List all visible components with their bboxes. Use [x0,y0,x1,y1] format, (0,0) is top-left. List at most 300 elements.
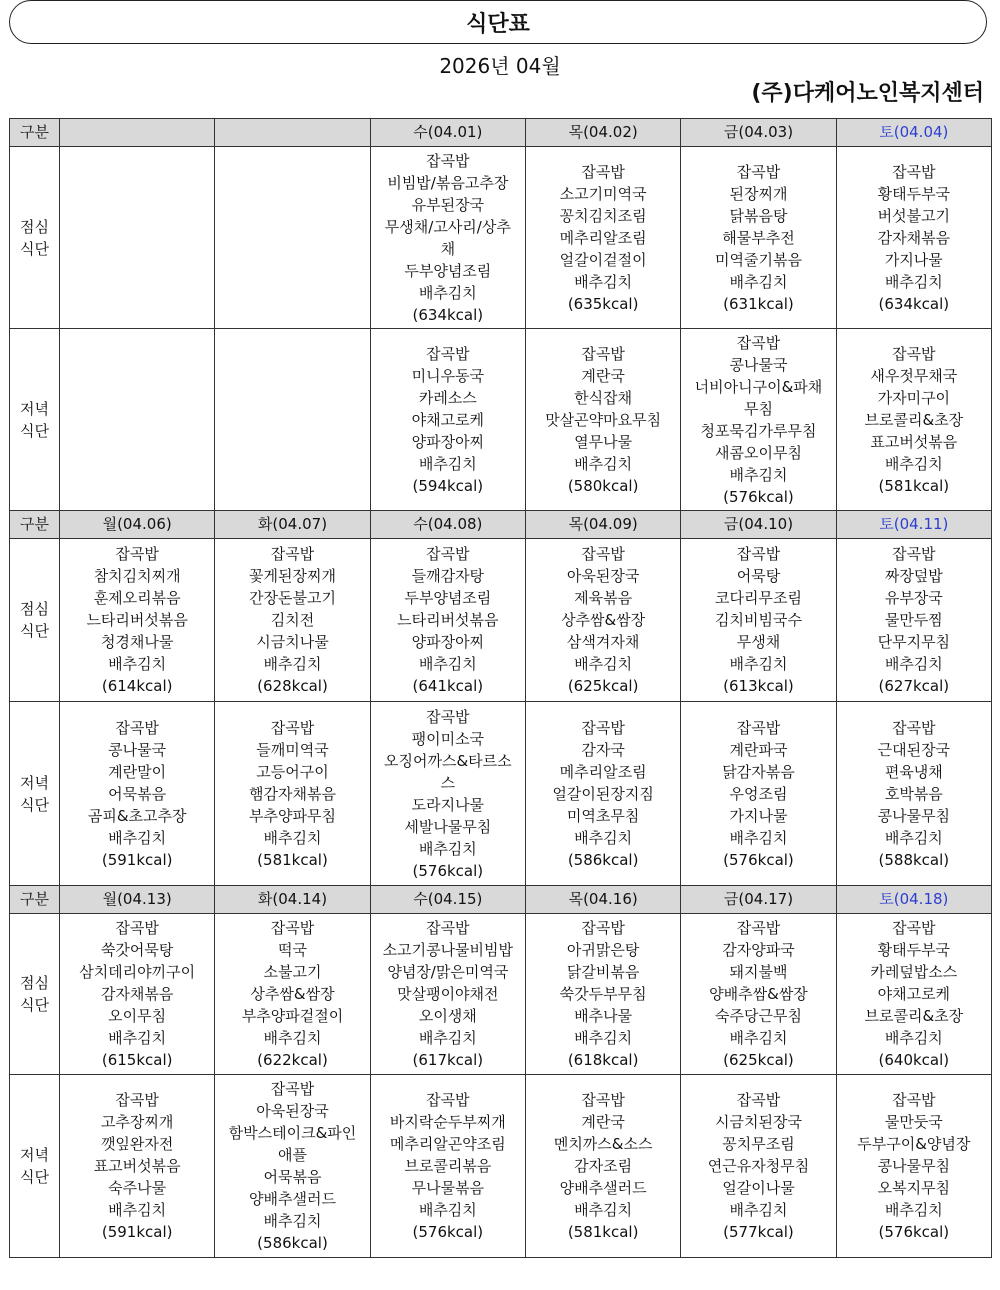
menu-month: 2026년 04월 [439,54,561,78]
menu-item: 훈제오리볶음 [93,589,181,607]
menu-item: 감자양파국 [722,941,795,959]
menu-item: 배추김치 [418,655,477,673]
menu-item: 카레덮밥소스 [870,963,958,981]
menu-item: 호박볶음 [884,784,943,803]
menu-item: 쑥갓두부무침 [559,985,647,1003]
menu-item: 배추김치 [263,1029,322,1047]
menu-item: 잡곡밥 [426,707,470,726]
menu-item: (631kcal) [723,294,794,313]
menu-item: 잡곡밥 [892,162,936,181]
dinner-label-line: 저녁 [20,1146,49,1164]
menu-item: 배추김치 [884,655,943,673]
lunch-menu-cell [681,914,836,1075]
menu-item: 청경채나물 [100,633,174,651]
menu-item: (613kcal) [723,677,794,695]
menu-item: (641kcal) [412,677,484,695]
menu-item: 오이생채 [418,1007,477,1025]
menu-item: 어묵볶음 [108,784,167,803]
menu-item: 잡곡밥 [892,1091,936,1109]
lunch-menu-cell [60,914,215,1075]
menu-item: 잡곡밥 [736,1091,781,1109]
lunch-label [10,914,60,1075]
menu-item: 닭감자볶음 [722,762,795,781]
menu-item: 닭갈비볶음 [566,963,640,981]
day-header: 금(04.03) [681,119,836,147]
day-header: 토(04.04) [836,119,991,147]
menu-item: 배추김치 [729,1201,788,1219]
menu-item: 배추김치 [574,655,633,673]
dinner-label-line: 식단 [20,421,49,440]
menu-item: 단무지무침 [877,633,951,651]
lunch-menu-cell [215,914,370,1075]
menu-item: 해물부추전 [722,228,795,247]
page-title: 식단표 [9,0,987,44]
menu-item: 물만둣국 [884,1113,943,1131]
menu-item: 잡곡밥 [270,1080,315,1098]
dinner-menu-cell [60,329,215,511]
menu-item: (577kcal) [723,1223,794,1241]
menu-item: 들깨감자탕 [411,567,485,585]
menu-item: (614kcal) [101,677,173,695]
menu-item: 표고버섯볶음 [870,432,958,451]
menu-item: 꽁치무조림 [722,1135,795,1153]
menu-item: 감자조림 [574,1157,633,1175]
dinner-label [10,1075,60,1258]
lunch-menu-cell [215,147,370,329]
day-header [60,119,215,147]
menu-item: 근대된장국 [877,740,951,759]
menu-item: 잡곡밥 [736,545,781,563]
menu-item: 배추김치 [263,655,322,673]
menu-item: 콩나물국 [108,740,167,759]
menu-item: 미니우동국 [411,366,485,385]
menu-item: 배추김치 [108,655,167,673]
dinner-label [10,702,60,886]
menu-item: 잡곡밥 [736,333,781,352]
menu-item: 계란파국 [729,740,788,759]
menu-item: 가지나물 [884,250,943,269]
lunch-menu-cell [525,539,680,702]
menu-item: (581kcal) [257,850,328,869]
menu-item: 세발나물무침 [404,817,492,836]
menu-item: 제육볶음 [574,589,633,607]
menu-item: 배추김치 [574,272,633,291]
lunch-label-line: 식단 [20,239,49,258]
dinner-label-line: 식단 [20,1168,49,1186]
day-header: 월(04.06) [60,511,215,539]
menu-item: 황태두부국 [877,184,951,203]
menu-item: 쑥갓어묵탕 [100,941,174,959]
menu-item: 부추양파겉절이 [241,1007,344,1025]
dinner-label [10,329,60,511]
menu-item: 감자채볶음 [100,985,174,1003]
menu-item: 잡곡밥 [892,718,936,737]
menu-item: 배추김치 [729,655,788,673]
menu-item: 양념장/맑은미역국 [387,963,509,981]
menu-item: 잡곡밥 [426,344,470,363]
menu-item: 잡곡밥 [736,919,781,937]
menu-item: 숙주나물 [108,1179,167,1197]
lunch-menu-cell [60,147,215,329]
menu-item: 잡곡밥 [115,1091,159,1109]
menu-item: 무생채 [736,633,781,651]
menu-item: 잡곡밥 [581,919,625,937]
menu-item: 잡곡밥 [115,545,159,563]
menu-item: 짜장덮밥 [884,567,943,585]
lunch-menu-cell [525,914,680,1075]
dinner-label-line: 식단 [20,795,49,814]
menu-item: 곰피&초고추장 [87,806,187,825]
menu-item: 아귀맑은탕 [566,941,640,959]
menu-item: 잡곡밥 [270,545,315,563]
day-header: 수(04.01) [370,119,525,147]
menu-item: 된장찌개 [729,184,788,203]
menu-item: 부추양파무침 [249,806,336,825]
menu-item: 양배추쌈&쌈장 [709,985,808,1003]
dinner-label-line: 저녁 [20,773,49,792]
week-header-row [10,119,992,147]
day-header [215,119,370,147]
menu-item: 청포묵김가루무침 [700,421,817,440]
menu-item: 배추김치 [108,1201,167,1219]
menu-item: 배추김치 [729,272,788,291]
dinner-menu-cell [836,702,991,886]
menu-item: 가지나물 [729,806,788,825]
menu-item: 맛살곤약마요무침 [545,410,662,429]
dinner-row [10,702,992,886]
menu-item: 미역초무침 [566,806,640,825]
menu-item: 표고버섯볶음 [93,1157,181,1175]
menu-item: 잡곡밥 [581,545,625,563]
dinner-row [10,1075,992,1258]
day-header: 수(04.08) [370,511,525,539]
lunch-row [10,539,992,702]
dinner-menu-cell [836,1075,991,1258]
lunch-label [10,539,60,702]
menu-item: (576kcal) [723,850,794,869]
menu-item: 멘치까스&소스 [553,1135,653,1153]
menu-item: 떡국 [278,941,307,959]
dinner-menu-cell [370,1075,525,1258]
menu-item: 카레소스 [418,388,477,407]
menu-item: 참치김치찌개 [93,567,181,585]
lunch-menu-cell [836,914,991,1075]
menu-item: (580kcal) [567,476,639,495]
menu-item: (615kcal) [101,1051,173,1069]
menu-item: 야채고로케 [877,985,951,1003]
day-header: 수(04.15) [370,886,525,914]
organization-name: (주)다케어노인복지센터 [751,81,984,106]
menu-item: 배추김치 [574,1029,633,1047]
menu-item: (576kcal) [412,1223,484,1241]
menu-item: 배추김치 [418,1201,477,1219]
menu-item: 배추김치 [418,1029,477,1047]
menu-item: 잡곡밥 [115,919,159,937]
menu-item: 잡곡밥 [892,919,936,937]
menu-item: 너비아니구이&파채 [694,377,823,396]
menu-item: 꽁치김치조림 [559,206,647,225]
menu-item: (634kcal) [878,294,950,313]
day-header: 화(04.07) [215,511,370,539]
menu-item: 양배추샐러드 [249,1190,336,1208]
menu-item: 배추김치 [418,454,477,473]
menu-item: 새우젓무채국 [870,366,958,385]
menu-item: 느타리버섯볶음 [397,611,499,629]
menu-item: 배추김치 [418,283,477,302]
menu-item: 감자국 [581,740,625,759]
menu-item: 꽃게된장찌개 [249,567,336,585]
lunch-label-line: 점심 [20,600,49,618]
dinner-label-line: 저녁 [20,399,49,418]
menu-item: 잡곡밥 [426,1091,470,1109]
menu-item: (576kcal) [723,487,794,506]
menu-item: 배추김치 [108,828,167,847]
lunch-menu-cell [60,539,215,702]
menu-item: 배추김치 [884,1201,943,1219]
menu-item: 배추김치 [263,1212,322,1230]
menu-item: 고등어구이 [256,762,329,781]
menu-item: 우엉조림 [729,784,788,803]
menu-item: 잡곡밥 [426,919,470,937]
menu-item: 아욱된장국 [256,1102,329,1120]
menu-item: 잡곡밥 [115,718,159,737]
menu-item: 애플 [278,1146,307,1164]
menu-item: 닭볶음탕 [729,206,788,225]
lunch-menu-cell [525,147,680,329]
lunch-label-line: 점심 [20,974,49,992]
menu-item: 한식잡채 [574,388,633,407]
menu-item: 유부된장국 [411,195,485,214]
menu-item: 팽이미소국 [411,729,485,748]
lunch-label-line: 식단 [20,622,49,640]
dinner-menu-cell [525,1075,680,1258]
menu-item: 소불고기 [263,963,322,981]
menu-item: 잡곡밥 [581,1091,625,1109]
lunch-menu-cell [370,539,525,702]
menu-item: (591kcal) [101,1223,173,1241]
menu-item: 잡곡밥 [426,151,470,170]
menu-item: (586kcal) [257,1234,328,1252]
menu-item: 열무나물 [574,432,633,451]
menu-item: 브로콜리볶음 [404,1157,492,1175]
menu-item: 돼지불백 [729,963,788,981]
day-header: 금(04.10) [681,511,836,539]
menu-item: 도라지나물 [411,795,485,814]
lunch-menu-cell [836,539,991,702]
meal-plan-table [9,118,992,1258]
menu-item: 연근유자청무침 [707,1157,810,1175]
menu-item: 비빔밥/볶음고추장 [387,173,509,192]
menu-item: 두부구이&양념장 [857,1135,971,1153]
menu-item: 간장돈불고기 [249,589,336,607]
menu-item: 바지락순두부찌개 [389,1113,506,1131]
menu-item: 깻잎완자전 [100,1135,174,1153]
menu-item: 얼갈이된장지짐 [552,784,654,803]
lunch-row [10,914,992,1075]
dinner-menu-cell [370,329,525,511]
menu-item: 배추김치 [884,454,943,473]
menu-item: (586kcal) [567,850,639,869]
menu-item: (618kcal) [567,1051,639,1069]
dinner-menu-cell [215,329,370,511]
menu-item: 코다리무조림 [715,589,802,607]
day-header: 토(04.18) [836,886,991,914]
menu-item: 메추리알곤약조림 [389,1135,506,1153]
menu-item: 브로콜리&초장 [864,410,964,429]
menu-item: 배추김치 [574,454,633,473]
menu-item: (576kcal) [878,1223,950,1241]
menu-item: 잡곡밥 [892,545,936,563]
dinner-menu-cell [215,1075,370,1258]
menu-item: 배추김치 [574,1201,633,1219]
menu-item: (640kcal) [878,1051,950,1069]
menu-item: 무침 [743,399,773,418]
menu-item: (581kcal) [878,476,950,495]
menu-item: 양배추샐러드 [559,1179,647,1197]
lunch-row [10,147,992,329]
menu-item: 브로콜리&초장 [864,1007,964,1025]
day-header: 월(04.13) [60,886,215,914]
dinner-menu-cell [215,702,370,886]
menu-item: 스 [440,773,456,792]
menu-item: 소고기콩나물비빔밥 [382,941,514,959]
menu-item: (625kcal) [567,677,639,695]
lunch-menu-cell [681,147,836,329]
menu-item: 잡곡밥 [736,718,781,737]
menu-item: 배추김치 [263,828,322,847]
menu-item: 소고기미역국 [559,184,647,203]
menu-item: 잡곡밥 [736,162,781,181]
menu-item: 편육냉채 [884,762,943,781]
menu-item: 잡곡밥 [426,545,470,563]
dinner-menu-cell [525,329,680,511]
menu-item: 얼갈이나물 [722,1179,795,1197]
menu-item: (591kcal) [101,850,173,869]
menu-item: (634kcal) [412,305,484,324]
dinner-menu-cell [60,702,215,886]
menu-item: 배추김치 [884,272,943,291]
menu-item: 오이무침 [108,1007,167,1025]
menu-item: 함박스테이크&파인 [228,1124,357,1142]
menu-item: 물만두찜 [884,611,943,629]
menu-item: 배추김치 [108,1029,167,1047]
menu-item: 김치비빔국수 [715,611,802,629]
dinner-menu-cell [836,329,991,511]
lunch-menu-cell [681,539,836,702]
dinner-menu-cell [60,1075,215,1258]
dinner-menu-cell [525,702,680,886]
category-label: 구분 [10,119,60,147]
menu-item: (594kcal) [412,476,484,495]
menu-item: (576kcal) [412,861,484,880]
week-header-row [10,886,992,914]
week-header-row [10,511,992,539]
menu-item: 채 [440,239,456,258]
menu-item: 계란국 [581,366,625,385]
menu-item: 계란말이 [108,762,167,781]
menu-item: (627kcal) [878,677,950,695]
menu-item: 계란국 [581,1113,625,1131]
menu-item: 김치전 [270,611,315,629]
menu-item: 잡곡밥 [581,718,625,737]
menu-item: 삼치데리야끼구이 [79,963,196,981]
menu-item: 콩나물국 [729,355,788,374]
menu-item: 메추리알조림 [559,228,647,247]
menu-item: (622kcal) [257,1051,328,1069]
menu-item: 감자채볶음 [877,228,951,247]
menu-item: 배추김치 [884,1029,943,1047]
day-header: 화(04.14) [215,886,370,914]
day-header: 목(04.09) [525,511,680,539]
dinner-row [10,329,992,511]
menu-item: 양파장아찌 [411,432,485,451]
menu-item: 잡곡밥 [892,344,936,363]
menu-item: 콩나물무침 [877,1157,951,1175]
menu-item: 메추리알조림 [559,762,647,781]
menu-item: (625kcal) [723,1051,794,1069]
menu-item: 들깨미역국 [256,740,329,759]
menu-item: 햄감자채볶음 [249,784,336,803]
category-label: 구분 [10,886,60,914]
dinner-menu-cell [681,329,836,511]
dinner-menu-cell [681,1075,836,1258]
menu-item: 버섯불고기 [877,206,951,225]
menu-item: 가자미구이 [877,388,951,407]
day-header: 목(04.16) [525,886,680,914]
day-header: 목(04.02) [525,119,680,147]
lunch-label-line: 식단 [20,996,49,1014]
menu-item: 오복지무침 [877,1179,951,1197]
menu-item: 미역줄기볶음 [715,250,802,269]
day-header: 금(04.17) [681,886,836,914]
menu-item: 어묵볶음 [263,1168,322,1186]
menu-item: 잡곡밥 [270,718,315,737]
menu-item: 배추김치 [729,465,788,484]
category-label: 구분 [10,511,60,539]
menu-item: 숙주당근무침 [715,1007,802,1025]
menu-item: 시금치나물 [256,633,329,651]
menu-item: 유부장국 [884,589,943,607]
menu-item: 얼갈이겉절이 [559,250,647,269]
menu-item: 배추김치 [729,1029,788,1047]
menu-item: 배추나물 [574,1007,633,1025]
menu-item: 맛살팽이야채전 [397,985,499,1003]
menu-item: 잡곡밥 [270,919,315,937]
menu-item: 배추김치 [574,828,633,847]
menu-item: 배추김치 [729,828,788,847]
day-header: 토(04.11) [836,511,991,539]
menu-item: 두부양념조림 [404,589,492,607]
lunch-menu-cell [370,914,525,1075]
menu-item: 느타리버섯볶음 [86,611,188,629]
menu-item: 상추쌈&쌈장 [561,611,646,629]
dinner-menu-cell [370,702,525,886]
menu-item: 고추장찌개 [100,1113,174,1131]
menu-item: 잡곡밥 [581,162,625,181]
menu-item: 어묵탕 [736,567,781,585]
menu-item: 오징어까스&타르소 [384,751,512,770]
menu-item: 무생채/고사리/상추 [384,217,511,236]
menu-item: 양파장아찌 [411,633,485,651]
dinner-menu-cell [681,702,836,886]
menu-item: 새콤오이무침 [715,443,802,462]
menu-item: (581kcal) [567,1223,639,1241]
lunch-label [10,147,60,329]
lunch-menu-cell [370,147,525,329]
menu-item: 상추쌈&쌈장 [250,985,335,1003]
lunch-label-line: 점심 [20,217,49,236]
menu-item: (635kcal) [567,294,639,313]
